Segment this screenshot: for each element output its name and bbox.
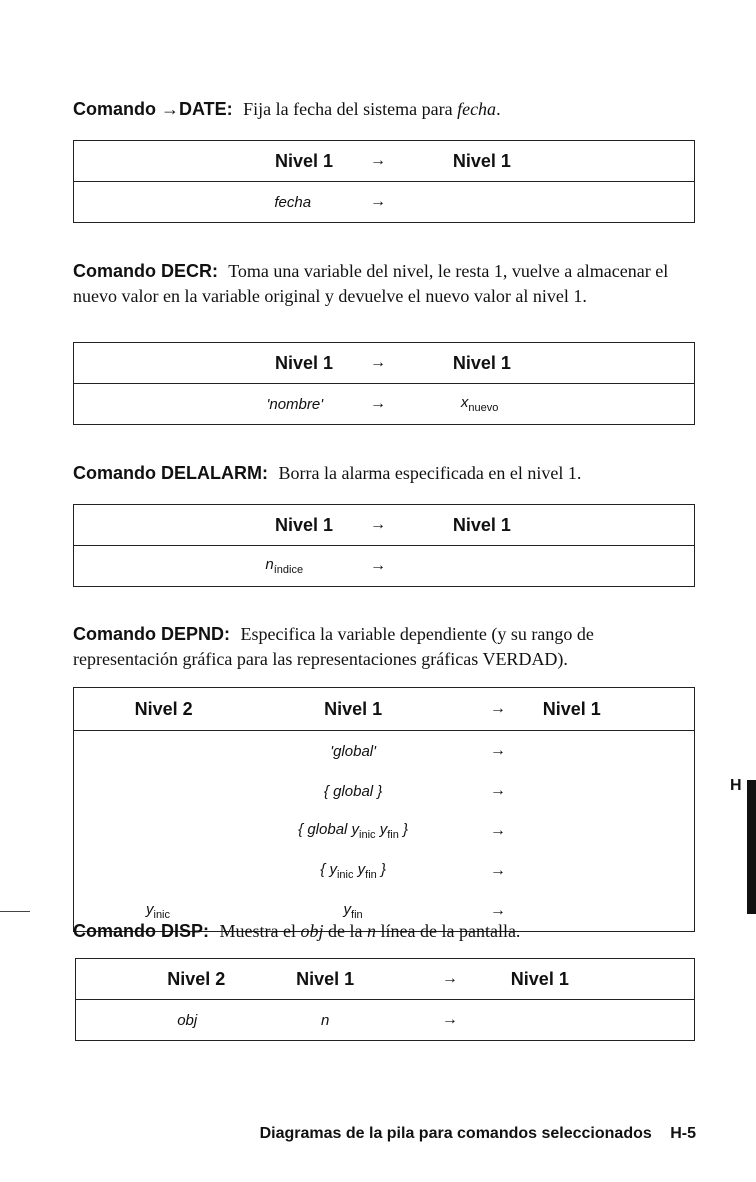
cell-level-2 <box>74 731 254 772</box>
cell-output <box>423 182 695 223</box>
cell-output: $x_{nuevo}$ <box>460 394 499 414</box>
command-name: Comando DECR: <box>73 261 218 281</box>
cell-level-2 <box>74 771 254 811</box>
stack-table-decr <box>73 342 695 425</box>
header-level-1-out: Nivel 1 <box>543 688 695 731</box>
stack-table-date <box>73 140 695 223</box>
table-row <box>74 811 695 851</box>
command-description: Borra la alarma especificada en el nivel 1. <box>278 463 582 483</box>
cell-level-1: 'global' <box>330 742 376 760</box>
cell-arrow: → <box>369 557 386 574</box>
header-level-2: Nivel 2 <box>76 959 256 1000</box>
section-disp-heading <box>73 919 695 944</box>
cell-input: fecha <box>274 193 312 211</box>
header-level-1-in: Nivel 1 <box>74 505 334 546</box>
section-depnd-heading <box>73 622 695 672</box>
cell-level-1: n <box>320 1011 330 1029</box>
section-date-heading <box>73 97 695 122</box>
cell-level-1: { $y_{inic}$ $y_{fin}$ } <box>320 861 386 881</box>
page-footer <box>260 1125 696 1143</box>
cell-level-2 <box>74 851 254 891</box>
stack-table-disp <box>75 958 695 1041</box>
command-description: Fija la fecha del sistema para fecha. <box>243 99 501 119</box>
stack-table-delalarm <box>73 504 695 587</box>
cell-input: $n_{índice}$ <box>265 556 304 576</box>
header-level-1-in: Nivel 1 <box>255 959 395 1000</box>
page-number: H-5 <box>670 1125 696 1142</box>
cell-arrow: → <box>489 782 506 799</box>
cell-level-1: { global } <box>323 782 383 800</box>
table-row <box>74 731 695 772</box>
cell-output <box>423 546 695 587</box>
cell-arrow: → <box>489 742 506 759</box>
header-arrow: → <box>395 959 505 1000</box>
cell-level-2 <box>74 811 254 851</box>
cell-level-1: $y_{fin}$ <box>343 901 363 921</box>
cell-input: 'nombre' <box>266 395 324 413</box>
header-arrow: → <box>333 343 423 384</box>
margin-rule <box>0 911 30 912</box>
header-level-1-out: Nivel 1 <box>423 505 695 546</box>
header-level-2: Nivel 2 <box>74 688 254 731</box>
section-decr-heading <box>73 259 695 309</box>
table-row <box>74 851 695 891</box>
cell-level-2: obj <box>177 1011 198 1029</box>
command-description: Muestra el obj de la n línea de la pantalla. <box>219 921 521 941</box>
stack-table-depnd <box>73 687 695 932</box>
header-level-1-in: Nivel 1 <box>253 688 453 731</box>
command-name: Comando DELALARM: <box>73 463 268 483</box>
command-name: Comando DISP: <box>73 921 210 941</box>
cell-level-2: $y_{inic}$ <box>146 901 171 921</box>
cell-arrow: → <box>489 902 506 919</box>
header-arrow: → <box>333 505 423 546</box>
appendix-tab-letter: H <box>730 777 742 794</box>
command-name: Comando →DATE: <box>73 99 233 119</box>
cell-arrow: → <box>369 193 386 210</box>
command-name: Comando DEPND: <box>73 624 230 644</box>
command-description: Especifica la variable dependiente (y su rango de representación gráfica para las representaciones gráficas VERDAD). <box>73 624 594 669</box>
table-row <box>74 771 695 811</box>
cell-level-1: { global $y_{inic}$ $y_{fin}$ } <box>298 821 409 841</box>
appendix-tab-bar <box>747 780 756 914</box>
cell-arrow: → <box>369 395 386 412</box>
header-level-1-out: Nivel 1 <box>505 959 695 1000</box>
cell-arrow: → <box>489 862 506 879</box>
header-level-1-out: Nivel 1 <box>423 141 695 182</box>
cell-arrow: → <box>441 1011 458 1028</box>
cell-output <box>505 1000 695 1041</box>
header-arrow: → <box>333 141 423 182</box>
section-delalarm-heading <box>73 461 695 486</box>
header-arrow: → <box>453 688 543 731</box>
footer-title: Diagramas de la pila para comandos seleccionados <box>259 1125 652 1142</box>
header-level-1-in: Nivel 1 <box>74 141 334 182</box>
header-level-1-in: Nivel 1 <box>74 343 334 384</box>
cell-arrow: → <box>489 822 506 839</box>
header-level-1-out: Nivel 1 <box>423 343 695 384</box>
command-description: Toma una variable del nivel, le resta 1, vuelve a almacenar el nuevo valor en la variable original y devuelve el nuevo valor al nivel 1. <box>73 261 669 306</box>
